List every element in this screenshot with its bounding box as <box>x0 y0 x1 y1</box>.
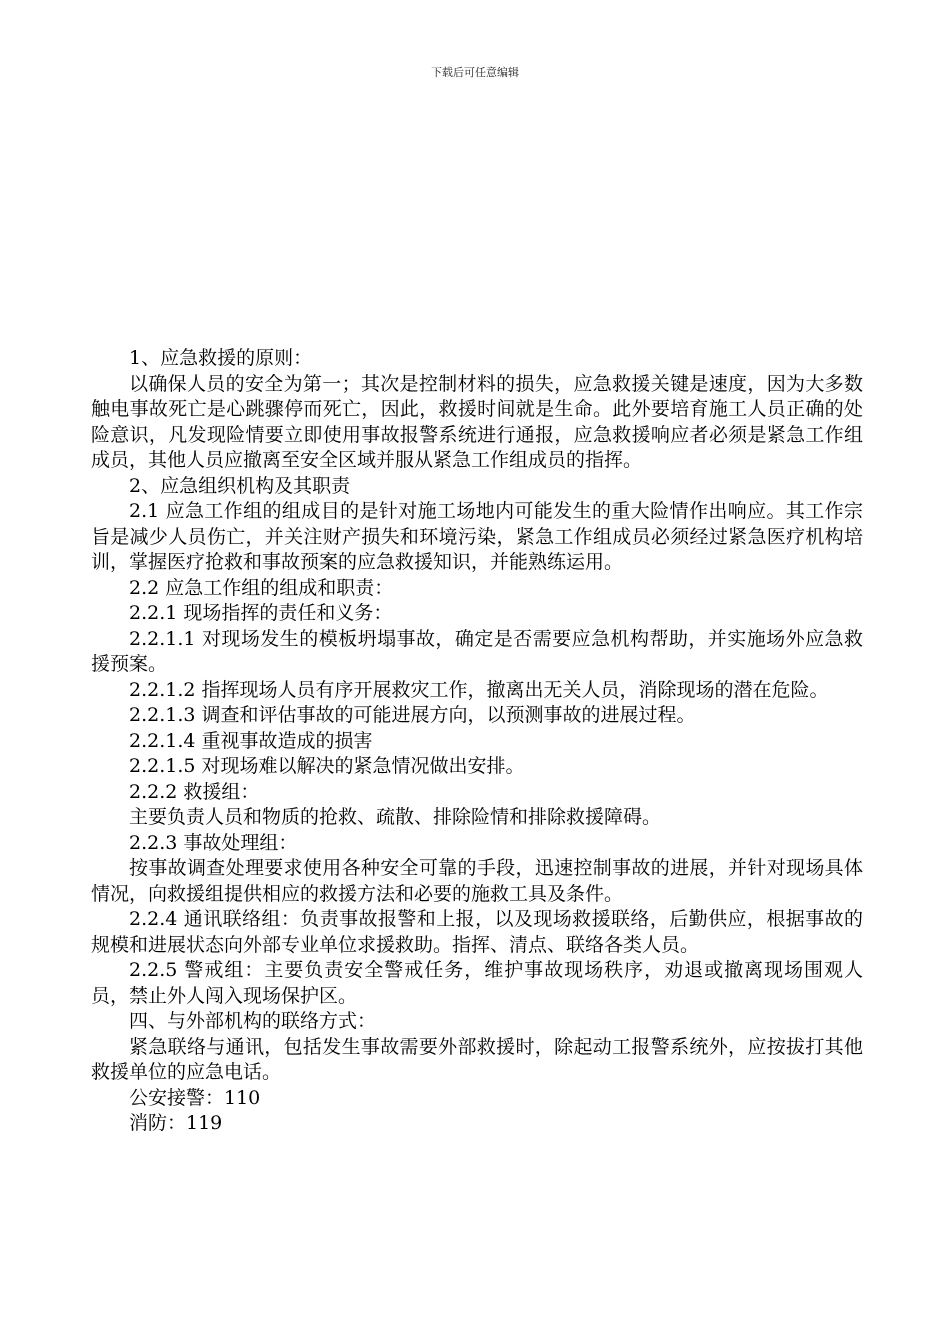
paragraph-2-1: 2.1 应急工作组的组成目的是针对施工场地内可能发生的重大险情作出响应。其工作宗旨是减少人员伤亡，并关注财产损失和环境污染，紧急工作组成员必须经过紧急医疗机构培训，掌握医疗抢救和事故预案的应急救援知识，并能熟练运用。 <box>91 500 863 573</box>
paragraph-2-2-1-4: 2.2.1.4 重视事故造成的损害 <box>129 729 373 752</box>
paragraph-principles: 以确保人员的安全为第一；其次是控制材料的损失，应急救援关键是速度，因为大多数触电事故死亡是心跳骤停而死亡，因此，救援时间就是生命。此外要培育施工人员正确的处险意识，凡发现险情要立即使用事故报警系统进行通报，应急救援响应者必须是紧急工作组成员，其他人员应撤离至安全区域并服从紧急工作组成员的指挥。 <box>91 372 863 471</box>
paragraph-rescue-duties: 主要负责人员和物质的抢救、疏散、排除险情和排除救援障碍。 <box>129 806 662 828</box>
fire-phone: 消防：119 <box>129 1112 223 1134</box>
paragraph-2-2-1-3: 2.2.1.3 调查和评估事故的可能进展方向，以预测事故的进展过程。 <box>129 704 696 726</box>
paragraph-2-2-1-5: 2.2.1.5 对现场难以解决的紧急情况做出安排。 <box>129 755 525 777</box>
section-heading-organization: 2、应急组织机构及其职责 <box>129 474 351 497</box>
paragraph-2-2-1-2: 2.2.1.2 指挥现场人员有序开展救灾工作，撤离出无关人员，消除现场的潜在危险。 <box>129 678 829 701</box>
paragraph-2-2-1-1: 2.2.1.1 对现场发生的模板坍塌事故，确定是否需要应急机构帮助，并实施场外应急救援预案。 <box>91 627 863 675</box>
page-header: 下载后可任意编辑 <box>431 66 519 79</box>
paragraph-2-2-4: 2.2.4 通讯联络组：负责事故报警和上报，以及现场救援联络，后勤供应，根据事故的规模和进展状态向外部专业单位求援救助。指挥、清点、联络各类人员。 <box>91 908 863 956</box>
paragraph-2-2: 2.2 应急工作组的组成和职责： <box>129 576 394 599</box>
paragraph-2-2-3: 2.2.3 事故处理组： <box>129 831 298 854</box>
section-heading-external-contact: 四、与外部机构的联络方式： <box>129 1010 377 1032</box>
document-body <box>91 346 863 1137</box>
paragraph-handling-duties: 按事故调查处理要求使用各种安全可靠的手段，迅速控制事故的进展，并针对现场具体情况，向救援组提供相应的救援方法和必要的施救工具及条件。 <box>91 857 863 905</box>
paragraph-emergency-contact: 紧急联络与通讯，包括发生事故需要外部救援时，除起动工报警系统外，应按拔打其他救援单位的应急电话。 <box>91 1035 863 1083</box>
paragraph-2-2-2: 2.2.2 救援组： <box>129 780 260 803</box>
paragraph-2-2-5: 2.2.5 警戒组：主要负责安全警戒任务，维护事故现场秩序，劝退或撤离现场围观人员，禁止外人闯入现场保护区。 <box>91 959 863 1007</box>
police-phone: 公安接警：110 <box>129 1086 261 1109</box>
paragraph-2-2-1: 2.2.1 现场指挥的责任和义务： <box>129 602 393 624</box>
section-heading-principles: 1、应急救援的原则： <box>129 347 313 369</box>
